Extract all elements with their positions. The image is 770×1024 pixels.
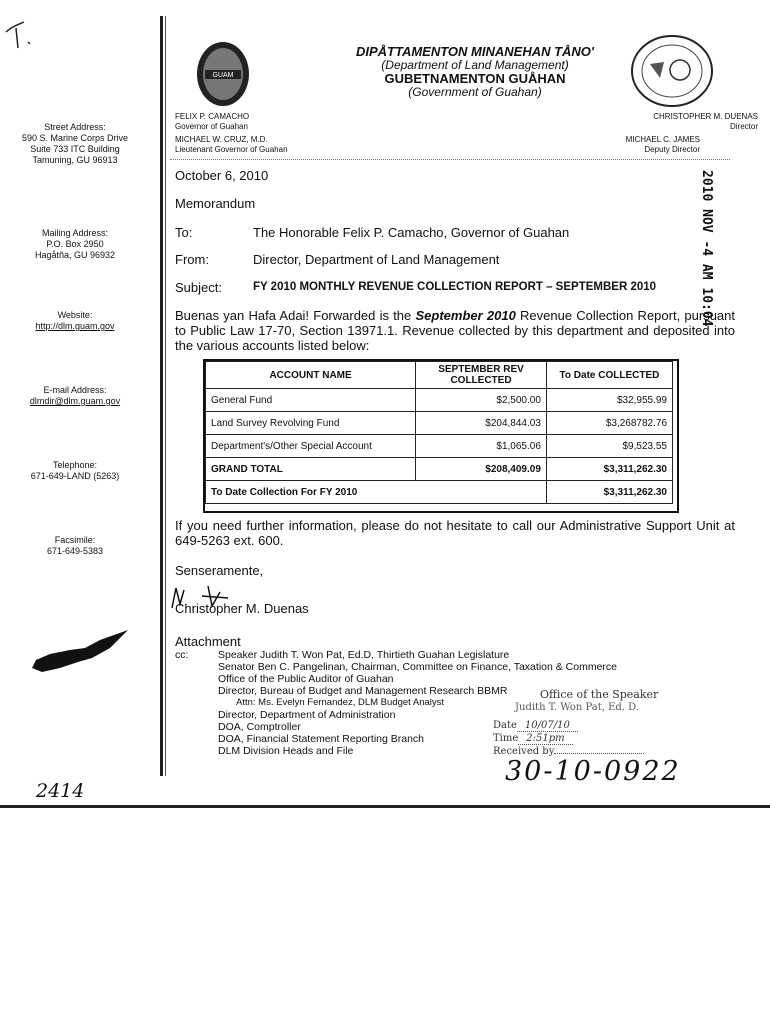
to-value: The Honorable Felix P. Camacho, Governor of Guahan: [253, 225, 570, 240]
revenue-table: [205, 361, 673, 504]
handwritten-number: 30-10-0922: [505, 756, 681, 787]
grand-total-row: GRAND TOTAL $208,409.09 $3,311,262.30: [206, 458, 673, 481]
telephone-block: Telephone: 671-649-LAND (5263): [30, 460, 120, 481]
cc-line: Senator Ben C. Pangelinan, Chairman, Committee on Finance, Taxation & Commerce: [218, 661, 618, 673]
email-link[interactable]: dlmdir@dlm.guam.gov: [29, 396, 121, 406]
cc-line: DOA, Financial Statement Reporting Branch: [218, 733, 425, 745]
street-address: Street Address: 590 S. Marine Corps Drive Suite 733 ITC Building Tamuning, GU 96913: [21, 122, 129, 165]
fy-total-row: To Date Collection For FY 2010 $3,311,262.30: [206, 481, 673, 504]
dlm-seal-icon: [630, 34, 714, 108]
table-row: General Fund $2,500.00 $32,955.99: [206, 389, 673, 412]
department-native-title: DIPÅTTAMENTON MINANEHAN TÅNO': [355, 44, 595, 59]
cc-line: Director, Department of Administration: [218, 709, 396, 721]
stamp-date-row: Date 10/07/10: [493, 720, 578, 731]
department-en-title: (Department of Land Management): [381, 58, 569, 72]
bottom-rule: [0, 805, 770, 808]
government-en-title: (Government of Guahan): [408, 85, 542, 99]
intro-paragraph: Buenas yan Hafa Adai! Forwarded is the September 2010 Revenue Collection Report, pursuant to Public Law 17-70, Section 13971.1. Revenue collected by this department and deposited into the various accounts listed below:: [175, 308, 735, 353]
closing-paragraph: If you need further information, please do not hesitate to call our Administrative Support Unit at 649-5263 ext. 600.: [175, 518, 735, 548]
memo-type: Memorandum: [175, 196, 256, 211]
seal-text: GUAM: [212, 72, 234, 79]
cc-line: DLM Division Heads and File: [218, 745, 354, 757]
signer-name: Christopher M. Duenas: [175, 601, 309, 616]
cc-line: DOA, Comptroller: [218, 721, 301, 733]
cc-line: Office of the Public Auditor of Guahan: [218, 673, 394, 685]
table-row: Land Survey Revolving Fund $204,844.03 $3,268782.76: [206, 412, 673, 435]
salutation: Senseramente,: [175, 563, 264, 578]
stamp-time-row: Time 2:51pm: [493, 733, 573, 744]
subject-value: FY 2010 MONTHLY REVENUE COLLECTION REPORT – SEPTEMBER 2010: [253, 281, 657, 293]
website-link[interactable]: http://dlm.guam.gov: [35, 321, 115, 331]
official-lt-governor: MICHAEL W. CRUZ, M.D. Lieutenant Governor of Guahan: [175, 135, 288, 154]
col-todate-collected: To Date COLLECTED: [546, 362, 672, 389]
col-sept-collected: SEPTEMBER REV COLLECTED: [416, 362, 547, 389]
attachment-label: Attachment: [175, 634, 241, 649]
office-stamp: Office of the Speaker: [540, 688, 659, 701]
guam-island-icon: [30, 628, 130, 674]
website-block: Website: http://dlm.guam.gov: [0, 310, 150, 332]
table-row: Department's/Other Special Account $1,065.06 $9,523.55: [206, 435, 673, 458]
from-label: From:: [175, 252, 209, 267]
cc-label: cc:: [175, 649, 189, 661]
vertical-rule: [160, 16, 163, 776]
mailing-address: Mailing Address: P.O. Box 2950 Hagåtña, GU 96932: [34, 228, 116, 260]
government-native-title: GUBETNAMENTON GUÅHAN: [384, 71, 566, 86]
cc-line: Attn: Ms. Evelyn Fernandez, DLM Budget Analyst: [236, 697, 445, 708]
col-account-name: ACCOUNT NAME: [206, 362, 416, 389]
stamp-received-row: Received by: [493, 746, 644, 757]
subject-label: Subject:: [175, 280, 222, 295]
official-director: CHRISTOPHER M. DUENAS Director: [653, 112, 758, 131]
email-block: E-mail Address: dlmdir@dlm.guam.gov: [0, 385, 150, 407]
memo-date: October 6, 2010: [175, 168, 269, 183]
handwritten-corner-number: 2414: [36, 780, 85, 802]
received-stamp-vertical: 2010 NOV -4 AM 10:04: [699, 170, 714, 327]
official-governor: FELIX P. CAMACHO Governor of Guahan: [175, 112, 250, 131]
official-deputy-director: MICHAEL C. JAMES Deputy Director: [625, 135, 700, 154]
header-divider: [170, 159, 730, 160]
cc-line: Speaker Judith T. Won Pat, Ed.D, Thirtieth Guahan Legislature: [218, 649, 510, 661]
corner-mark-icon: [2, 18, 42, 58]
fax-block: Facsimile: 671-649-5383: [46, 535, 104, 556]
office-stamp-name: Judith T. Won Pat, Ed. D.: [515, 702, 639, 713]
vertical-rule-thin: [165, 16, 166, 776]
guam-seal-icon: [195, 40, 251, 108]
from-value: Director, Department of Land Management: [253, 252, 500, 267]
cc-line: Director, Bureau of Budget and Management Research BBMR: [218, 685, 508, 697]
table-header-row: [206, 362, 673, 389]
to-label: To:: [175, 225, 193, 240]
